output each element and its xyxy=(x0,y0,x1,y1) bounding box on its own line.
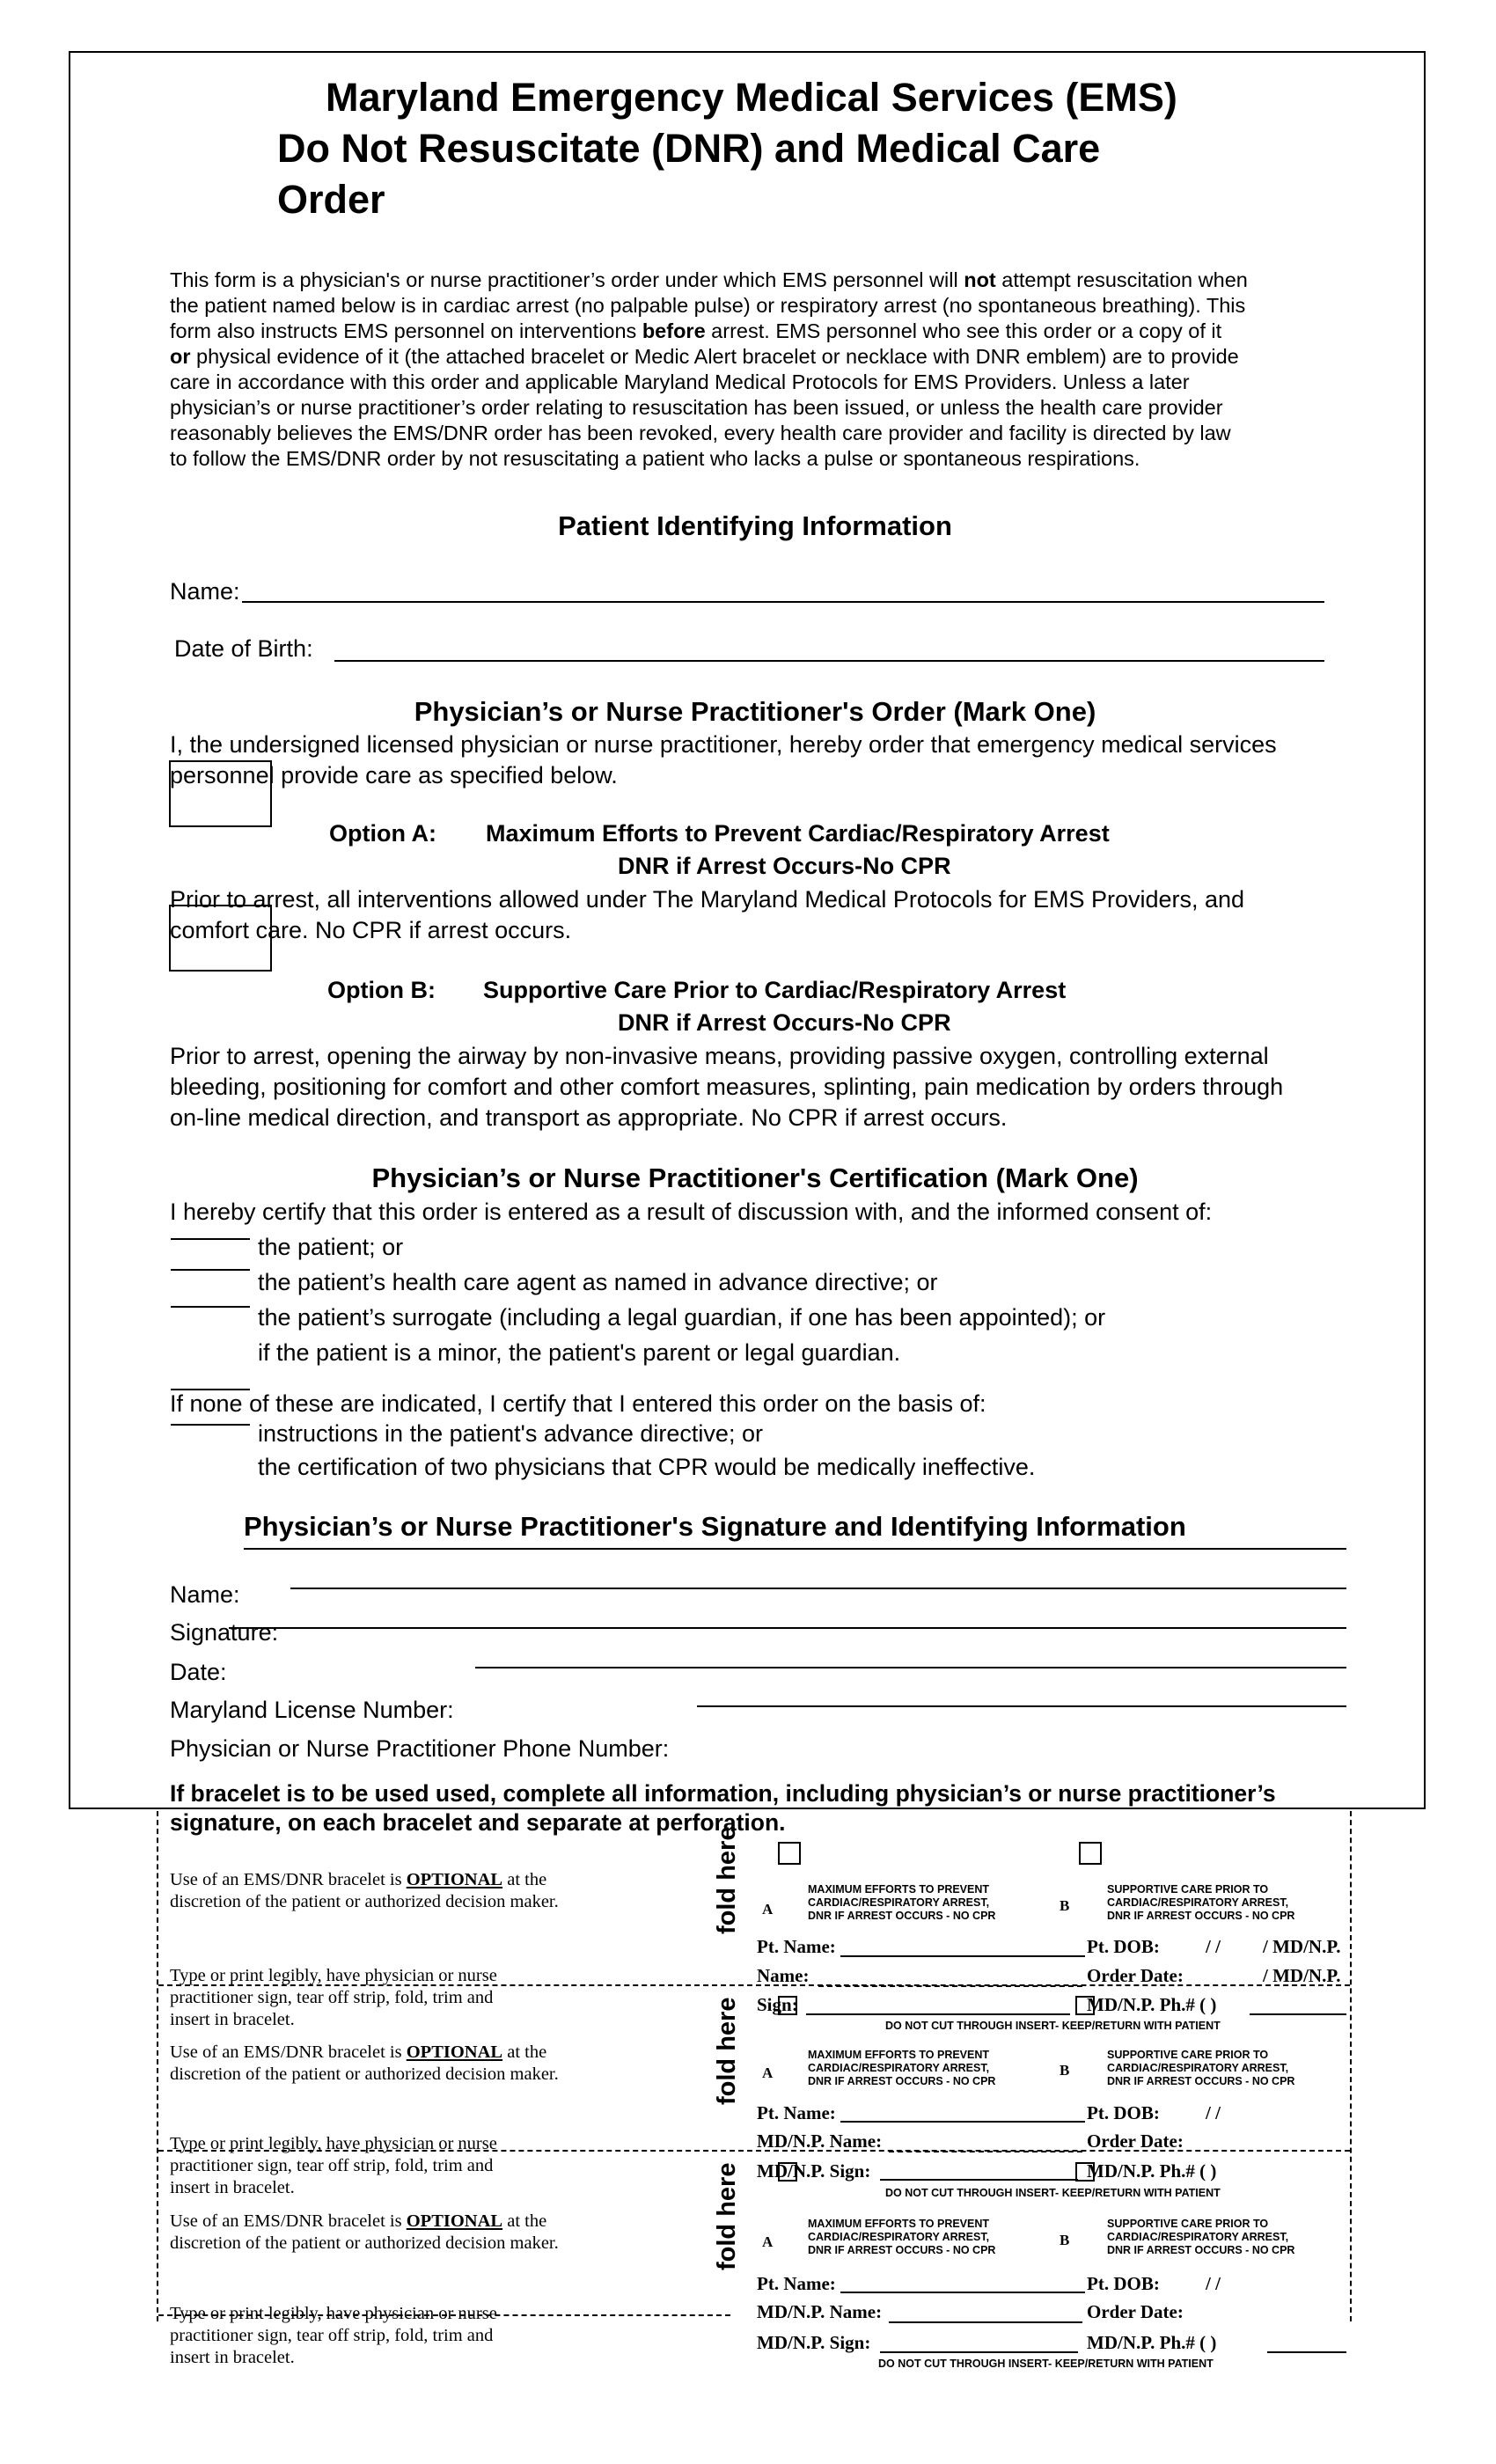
cert-blank-directive[interactable] xyxy=(171,1424,250,1426)
strip-3-dob-slashes[interactable]: / / xyxy=(1206,2273,1221,2294)
strip-1-option-b-text: SUPPORTIVE CARE PRIOR TO CARDIAC/RESPIRATORY ARREST, DNR IF ARREST OCCURS - NO CPR xyxy=(1107,1883,1295,1922)
option-a-checkbox[interactable] xyxy=(169,760,272,827)
sig-license-field[interactable] xyxy=(697,1705,1346,1707)
cert-option-surrogate: the patient’s surrogate (including a legal guardian, if one has been appointed); or xyxy=(258,1304,1106,1331)
strip-1-optional-note: Use of an EMS/DNR bracelet is OPTIONAL at the discretion of the patient or authorized decision maker. xyxy=(170,1870,559,1911)
strip-2-md-name-field[interactable] xyxy=(889,2151,1082,2152)
strip-1-b: B xyxy=(1060,1897,1070,1914)
strip-2-pt-dob-label: Pt. DOB: xyxy=(1087,2102,1160,2123)
cert-option-minor: if the patient is a minor, the patient's parent or legal guardian. xyxy=(258,1339,901,1366)
patient-info-heading: Patient Identifying Information xyxy=(558,510,952,541)
sig-name-field[interactable] xyxy=(290,1588,1346,1589)
strip-3-pt-name-field[interactable] xyxy=(840,2292,1085,2293)
strip-2-keep-note: DO NOT CUT THROUGH INSERT- KEEP/RETURN WITH PATIENT xyxy=(885,2187,1221,2199)
strip-3-pt-name-label: Pt. Name: xyxy=(757,2273,836,2294)
strip-2-pt-name-field[interactable] xyxy=(840,2121,1085,2123)
strip-1-order-date-label: Order Date: xyxy=(1087,1965,1184,1986)
signature-heading-rule xyxy=(244,1548,1346,1550)
strip-2-md-phone: MD/N.P. Ph.# ( ) xyxy=(1087,2160,1217,2182)
patient-name-label: Name: xyxy=(170,578,240,605)
strip-2-sign-checkbox[interactable] xyxy=(778,2162,797,2182)
signature-heading: Physician’s or Nurse Practitioner's Signature and Identifying Information xyxy=(244,1511,1186,1542)
option-b-checkbox[interactable] xyxy=(169,905,272,972)
strip-1-type-note: Type or print legibly, have physician or nurse practitioner sign, tear off strip, fold, trim and insert in bracelet. xyxy=(170,1966,497,2029)
strip-3-sign-field[interactable] xyxy=(880,2351,1078,2353)
certification-heading: Physician’s or Nurse Practitioner's Certification (Mark One) xyxy=(371,1162,1139,1193)
option-b-desc2: bleeding, positioning for comfort and other comfort measures, splinting, pain medication by orders through xyxy=(170,1074,1284,1100)
strip-1-md-np-2: / MD/N.P. xyxy=(1263,1965,1341,1986)
option-a-desc1: Prior to arrest, all interventions allowed under The Maryland Medical Protocols for EMS Providers, and xyxy=(170,886,1245,913)
bracelet-instruction: If bracelet is to be used used, complete all information, including physician’s or nurse practitioner’s signature, on each bracelet and separate at perforation. xyxy=(170,1780,1276,1836)
strip-1-option-a-text: MAXIMUM EFFORTS TO PREVENT CARDIAC/RESPIRATORY ARREST, DNR IF ARREST OCCURS - NO CPR xyxy=(808,1883,996,1922)
sig-signature-field[interactable] xyxy=(229,1627,1346,1629)
strip-2-b: B xyxy=(1060,2062,1070,2079)
strip-3-md-name-field[interactable] xyxy=(889,2321,1082,2323)
sig-license-label: Maryland License Number: xyxy=(170,1697,454,1723)
strip-3-md-phone: MD/N.P. Ph.# ( ) xyxy=(1087,2332,1217,2353)
sig-date-field[interactable] xyxy=(475,1667,1346,1668)
option-a-title: Maximum Efforts to Prevent Cardiac/Respiratory Arrest xyxy=(486,820,1110,847)
patient-name-field[interactable] xyxy=(242,601,1324,603)
cert-option-agent: the patient’s health care agent as named in advance directive; or xyxy=(258,1269,938,1295)
strip-1-name-label: Name: xyxy=(757,1965,810,1986)
strip-1-checkbox-a[interactable] xyxy=(778,1842,801,1865)
order-heading: Physician’s or Nurse Practitioner's Order (Mark One) xyxy=(414,696,1096,727)
order-line1: I, the undersigned licensed physician or nurse practitioner, hereby order that emergency medical services xyxy=(170,731,1277,758)
strip-1-phone-field[interactable] xyxy=(1250,2013,1346,2015)
cert-blank-surrogate[interactable] xyxy=(171,1306,250,1308)
strip-1-pt-name-label: Pt. Name: xyxy=(757,1936,836,1957)
strip-right-perforation xyxy=(1350,1811,1352,2321)
cert-option-patient: the patient; or xyxy=(258,1234,404,1260)
option-a-desc2: comfort care. No CPR if arrest occurs. xyxy=(170,917,572,943)
strip-3-option-a-text: MAXIMUM EFFORTS TO PREVENT CARDIAC/RESPIRATORY ARREST, DNR IF ARREST OCCURS - NO CPR xyxy=(808,2218,996,2256)
strip-3-md-sign-label: MD/N.P. Sign: xyxy=(757,2332,871,2353)
strip-2-option-a-text: MAXIMUM EFFORTS TO PREVENT CARDIAC/RESPIRATORY ARREST, DNR IF ARREST OCCURS - NO CPR xyxy=(808,2049,996,2087)
strip-2-sign-field[interactable] xyxy=(880,2179,1078,2181)
form-title-line2: Do Not Resuscitate (DNR) and Medical Care xyxy=(277,126,1101,171)
strip-1-pt-dob-label: Pt. DOB: xyxy=(1087,1936,1160,1957)
patient-dob-field[interactable] xyxy=(334,660,1324,662)
strip-2-a: A xyxy=(762,2064,774,2081)
strip-3-type-note: Type or print legibly, have physician or nurse practitioner sign, tear off strip, fold, trim and insert in bracelet. xyxy=(170,2304,497,2367)
option-b-label: Option B: xyxy=(327,977,436,1003)
strip-1-checkbox-b[interactable] xyxy=(1079,1842,1102,1865)
fold-here-label-3: fold here xyxy=(713,2162,741,2270)
strip-2-md-sign-label: MD/N.P. Sign: xyxy=(757,2160,871,2182)
strip-2-pt-name-label: Pt. Name: xyxy=(757,2102,836,2123)
strip-3-option-b-text: SUPPORTIVE CARE PRIOR TO CARDIAC/RESPIRATORY ARREST, DNR IF ARREST OCCURS - NO CPR xyxy=(1107,2218,1295,2256)
strip-3-b: B xyxy=(1060,2232,1070,2248)
cert-blank-agent[interactable] xyxy=(171,1269,250,1271)
strip-2-optional-note: Use of an EMS/DNR bracelet is OPTIONAL at the discretion of the patient or authorized decision maker. xyxy=(170,2042,559,2084)
order-line2: personnel provide care as specified below. xyxy=(170,762,618,788)
strip-1-name-field[interactable] xyxy=(818,1985,1082,1987)
option-b-title: Supportive Care Prior to Cardiac/Respiratory Arrest xyxy=(483,977,1067,1003)
form-title-line3: Order xyxy=(277,177,385,222)
strip-1-sign-field[interactable] xyxy=(806,2013,1070,2015)
fold-here-label-2: fold here xyxy=(713,1997,741,2105)
strip-3-keep-note: DO NOT CUT THROUGH INSERT- KEEP/RETURN WITH PATIENT xyxy=(878,2358,1214,2370)
cert-none-text: If none of these are indicated, I certify that I entered this order on the basis of: xyxy=(170,1390,986,1417)
sig-date-label: Date: xyxy=(170,1659,227,1685)
form-title-line1: Maryland Emergency Medical Services (EMS) xyxy=(326,75,1177,120)
intro-paragraph: This form is a physician's or nurse practitioner’s order under which EMS personnel will not attempt resuscitation when the patient named below is in cardiac arrest (no palpable pulse) or respiratory arrest (no spontaneous breathing). This form also instructs EMS personnel on interventions before arrest. EMS personnel who see this order or a copy of it or physical evidence of it (the attached bracelet or Medic Alert bracelet or necklace with DNR emblem) are to provide care in accordance with this order and applicable Maryland Medical Protocols for EMS Providers. Unless a later physician’s or nurse practitioner’s order relating to resuscitation has been issued, or unless the health care provider reasonably believes the EMS/DNR order has been revoked, every health care provider and facility is directed by law to follow the EMS/DNR order by not resuscitating a patient who lacks a pulse or spontaneous respirations. xyxy=(170,268,1248,470)
strip-2-type-note: Type or print legibly, have physician or nurse practitioner sign, tear off strip, fold, trim and insert in bracelet. xyxy=(170,2134,497,2197)
sig-name-label: Name: xyxy=(170,1581,240,1608)
strip-2-dob-slashes[interactable]: / / xyxy=(1206,2102,1221,2123)
strip-3-order-date-label: Order Date: xyxy=(1087,2301,1184,2322)
strip-2-option-b-text: SUPPORTIVE CARE PRIOR TO CARDIAC/RESPIRATORY ARREST, DNR IF ARREST OCCURS - NO CPR xyxy=(1107,2049,1295,2087)
option-a-label: Option A: xyxy=(329,820,436,847)
option-b-desc3: on-line medical direction, and transport as appropriate. No CPR if arrest occurs. xyxy=(170,1104,1008,1131)
strip-1-sign-checkbox[interactable] xyxy=(778,1996,797,2015)
strip-3-a: A xyxy=(762,2233,774,2250)
strip-1-keep-note: DO NOT CUT THROUGH INSERT- KEEP/RETURN WITH PATIENT xyxy=(885,2020,1221,2032)
certification-intro: I hereby certify that this order is entered as a result of discussion with, and the informed consent of: xyxy=(170,1199,1213,1225)
strip-2-order-date-label: Order Date: xyxy=(1087,2130,1184,2152)
strip-3-phone-field[interactable] xyxy=(1267,2351,1346,2353)
sig-signature-label: Signature: xyxy=(170,1619,279,1646)
strip-1-pt-name-field[interactable] xyxy=(840,1955,1085,1957)
strip-1-md-phone: MD/N.P. Ph.# ( ) xyxy=(1087,1994,1217,2015)
strip-3-pt-dob-label: Pt. DOB: xyxy=(1087,2273,1160,2294)
strip-2-md-name-label: MD/N.P. Name: xyxy=(757,2130,883,2152)
strip-3-md-name-label: MD/N.P. Name: xyxy=(757,2301,883,2322)
strip-3-optional-note: Use of an EMS/DNR bracelet is OPTIONAL at the discretion of the patient or authorized decision maker. xyxy=(170,2211,559,2253)
strip-1-sign-label: Sign: xyxy=(757,1994,798,2015)
fold-here-label-1: fold here xyxy=(713,1826,741,1934)
cert-basis-directive: instructions in the patient's advance directive; or xyxy=(258,1420,763,1447)
strip-1-dob-slashes[interactable]: / / xyxy=(1206,1936,1221,1957)
strip-1-a: A xyxy=(762,1901,774,1918)
option-b-desc1: Prior to arrest, opening the airway by non-invasive means, providing passive oxygen, controlling external xyxy=(170,1043,1269,1069)
cert-blank-patient[interactable] xyxy=(171,1238,250,1240)
patient-dob-label: Date of Birth: xyxy=(174,635,313,662)
strip-left-perforation xyxy=(157,1811,158,2321)
sig-phone-label: Physician or Nurse Practitioner Phone Number: xyxy=(170,1735,670,1762)
strip-1-md-np: / MD/N.P. xyxy=(1263,1936,1341,1957)
cert-basis-two-physicians: the certification of two physicians that CPR would be medically ineffective. xyxy=(258,1454,1036,1480)
option-b-subtitle: DNR if Arrest Occurs-No CPR xyxy=(618,1009,951,1036)
option-a-subtitle: DNR if Arrest Occurs-No CPR xyxy=(618,853,951,879)
